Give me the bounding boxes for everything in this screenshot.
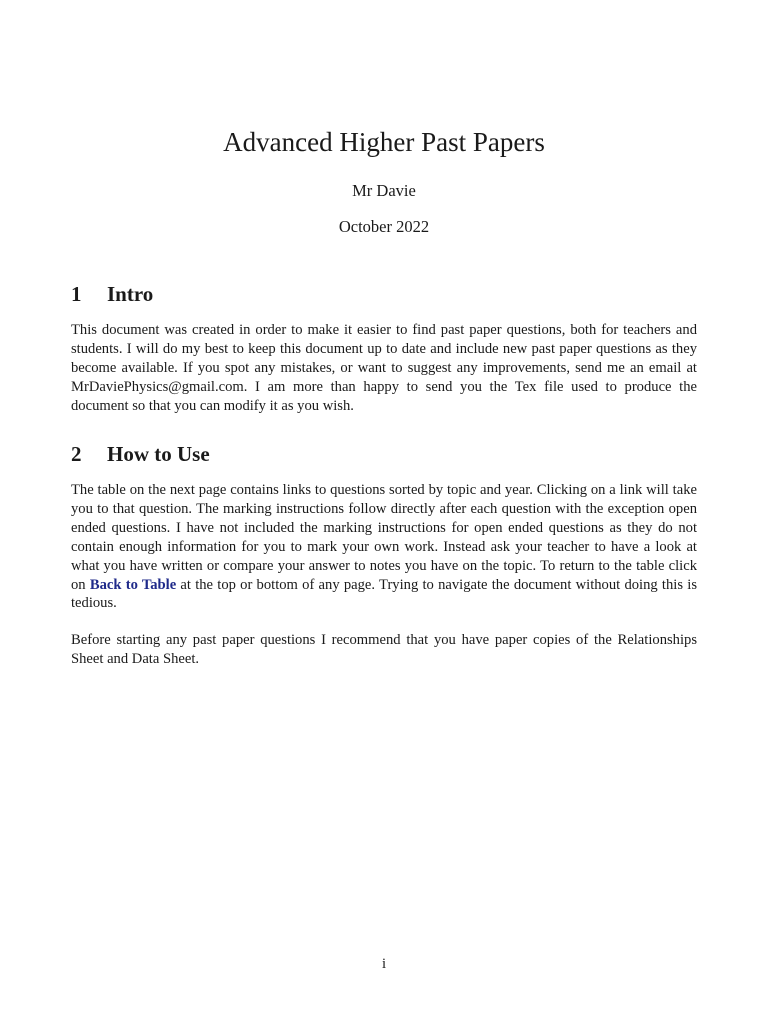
how-to-use-paragraph-2: Before starting any past paper questions I recommend that you have paper copies of the Relationships Sheet and Data Sheet. bbox=[71, 632, 697, 667]
how-to-use-paragraph-1 bbox=[71, 481, 697, 613]
section-title: How to Use bbox=[107, 442, 210, 466]
paragraph-text: at the top or bottom of any page. Trying to navigate the document without doing this is tedious. bbox=[71, 576, 697, 612]
section-number: 1 bbox=[71, 282, 82, 306]
document-author: Mr Davie bbox=[352, 181, 416, 200]
page-number: i bbox=[381, 956, 387, 972]
section-title: Intro bbox=[107, 282, 154, 306]
paragraph-text: The table on the next page contains links to questions sorted by topic and year. Clicking on a link will take you to that question. The marking instructions follow directly after each question with the exception open ended questions. I have not included the marking instructions for open ended questions as they do not contain enough information for you to mark your own work. Instead ask your teacher to have a look at what you have written or compare your answer to notes you have on the topic. To return to the table click on bbox=[71, 482, 697, 593]
intro-paragraph: This document was created in order to make it easier to find past paper questions, both for teachers and students. I will do my best to keep this document up to date and include new past paper questions as they become available. If you spot any mistakes, or want to suggest any improvements, send me an email at MrDaviePhysics@gmail.com. I am more than happy to send you the Tex file used to produce the document so that you can modify it as you wish. bbox=[71, 322, 697, 414]
back-to-table-link[interactable]: Back to Table bbox=[89, 576, 177, 593]
document-date: October 2022 bbox=[338, 217, 430, 236]
section-heading-intro bbox=[71, 280, 697, 308]
document-title: Advanced Higher Past Papers bbox=[223, 127, 545, 157]
section-number: 2 bbox=[71, 442, 82, 466]
section-heading-how-to-use bbox=[71, 440, 697, 468]
